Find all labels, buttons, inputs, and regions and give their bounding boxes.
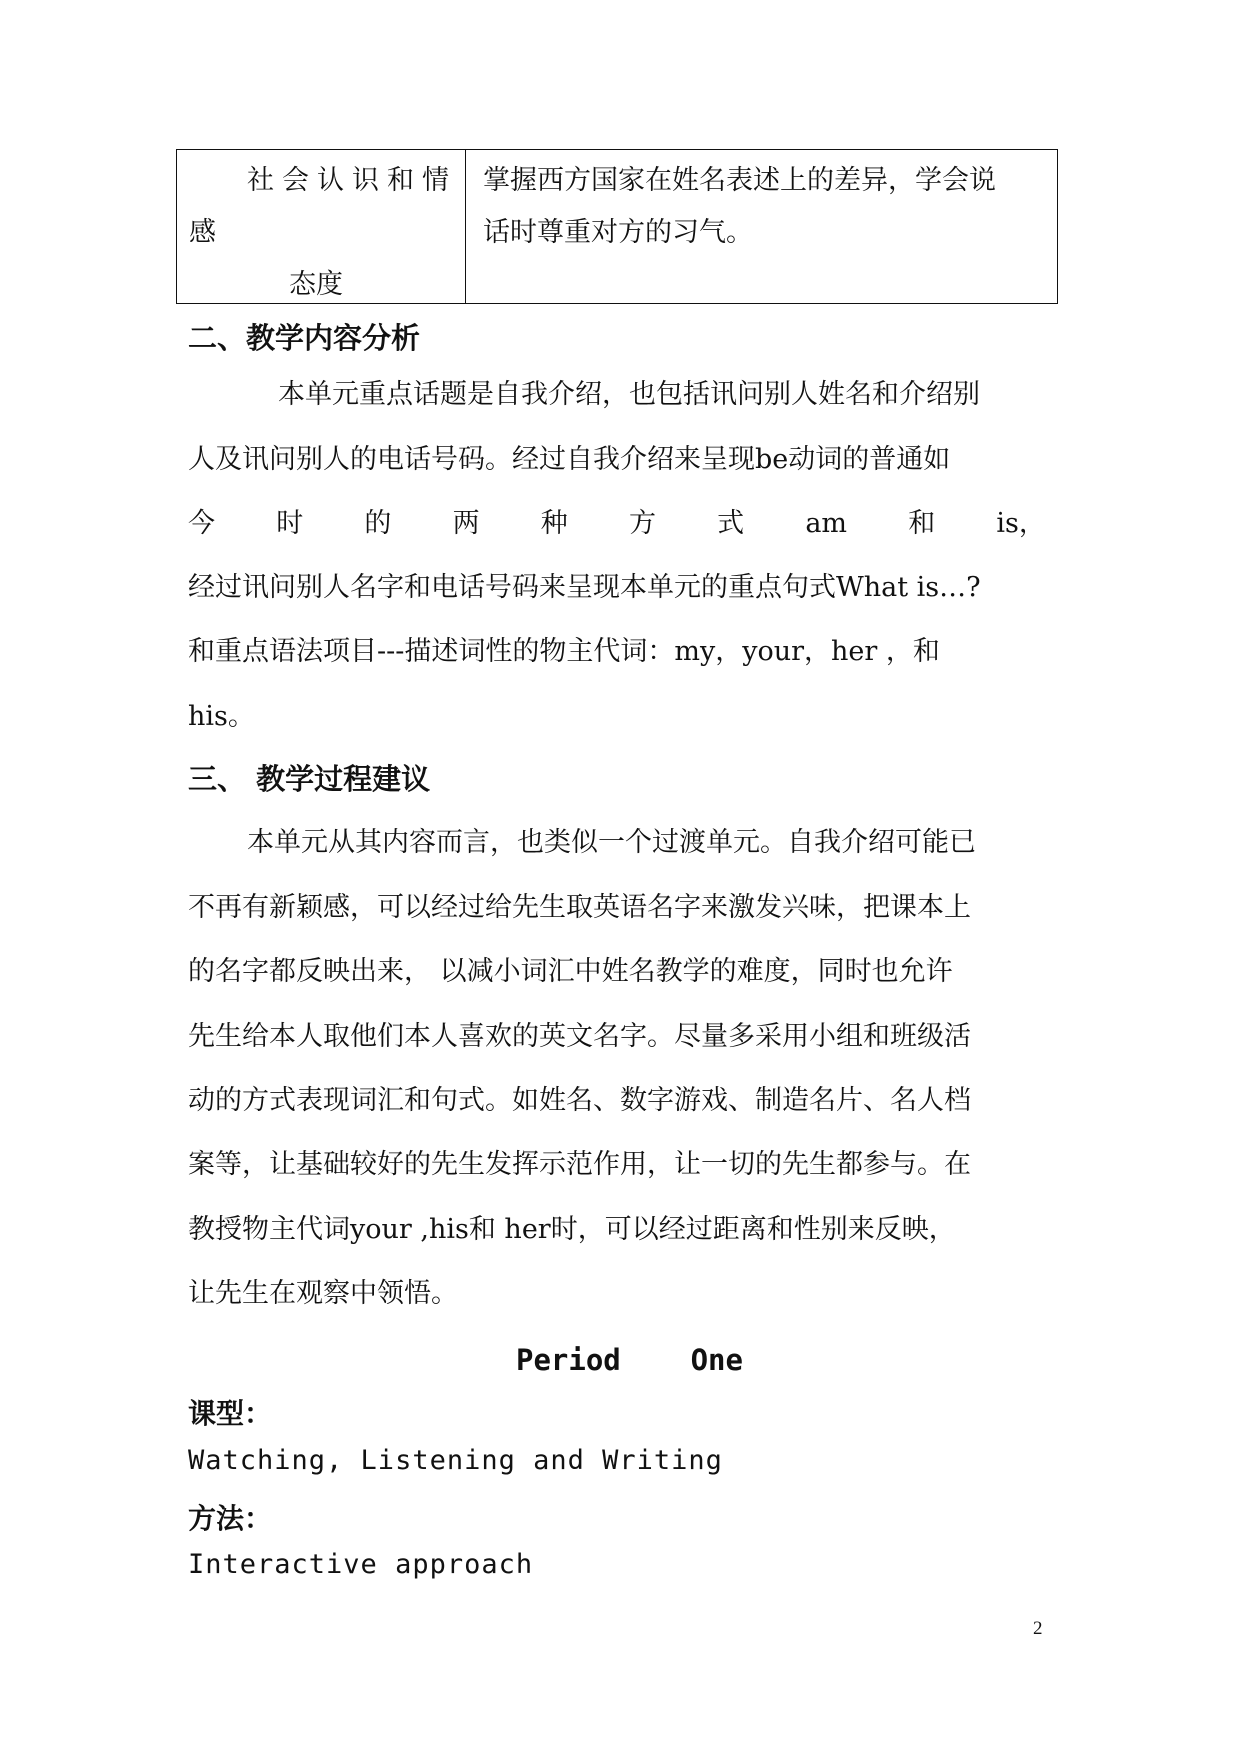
table-cell-right-line-1: 掌握西方国家在姓名表述上的差异，学会说 xyxy=(483,165,996,196)
justified-word: 两 xyxy=(452,508,480,539)
justified-word: 方 xyxy=(628,508,656,539)
justified-word: is， xyxy=(996,508,1046,539)
table-cell-left-line-2: 感 xyxy=(189,217,216,248)
paragraph-line: 让先生在观察中领悟。 xyxy=(188,1278,458,1309)
justified-word: 时 xyxy=(276,508,304,539)
paragraph-line: 经过讯问别人名字和电话号码来呈现本单元的重点句式What is…? xyxy=(188,572,981,603)
justified-word: 和 xyxy=(908,508,936,539)
paragraph-line: 教授物主代词your ,his和 her时，可以经过距离和性别来反映， xyxy=(188,1214,956,1245)
paragraph-line: 不再有新颖感，可以经过给先生取英语名字来激发兴味，把课本上 xyxy=(188,892,971,923)
paragraph-line: 本单元从其内容而言，也类似一个过渡单元。自我介绍可能已 xyxy=(247,827,976,858)
table-cell-right-line-2: 话时尊重对方的习气。 xyxy=(483,217,753,248)
table-cell-left-line-3: 态度 xyxy=(289,269,343,300)
objectives-table xyxy=(176,149,1058,304)
section-heading-teaching-process: 三、 教学过程建议 xyxy=(188,762,431,796)
period-title: Period One xyxy=(516,1343,743,1377)
justified-word: am xyxy=(805,508,848,539)
lesson-type-value: Watching, Listening and Writing xyxy=(188,1445,723,1476)
page-number: 2 xyxy=(1033,1618,1043,1639)
justified-word: 式 xyxy=(717,508,745,539)
table-cell-left-line-1: 社会认识和情 xyxy=(247,165,457,196)
table-column-divider xyxy=(465,150,466,303)
paragraph-line: 动的方式表现词汇和句式。如姓名、数字游戏、制造名片、名人档 xyxy=(188,1085,971,1116)
paragraph-justified-line xyxy=(188,509,1046,539)
paragraph-line: 的名字都反映出来， 以减小词汇中姓名教学的难度，同时也允许 xyxy=(188,956,953,987)
paragraph-line: 人及讯问别人的电话号码。经过自我介绍来呈现be动词的普通如 xyxy=(188,444,951,475)
justified-word: 今 xyxy=(188,508,215,539)
paragraph-line: his。 xyxy=(188,701,255,732)
method-value: Interactive approach xyxy=(188,1549,534,1580)
paragraph-line: 本单元重点话题是自我介绍，也包括讯问别人姓名和介绍别 xyxy=(278,379,980,410)
paragraph-line: 和重点语法项目---描述词性的物主代词：my，your，her ，和 xyxy=(188,636,940,667)
lesson-type-label: 课型： xyxy=(188,1397,273,1430)
method-label: 方法： xyxy=(188,1502,273,1535)
paragraph-line: 先生给本人取他们本人喜欢的英文名字。尽量多采用小组和班级活 xyxy=(188,1021,971,1052)
section-heading-content-analysis: 二、教学内容分析 xyxy=(188,321,421,355)
paragraph-line: 案等，让基础较好的先生发挥示范作用，让一切的先生都参与。在 xyxy=(188,1149,971,1180)
justified-word: 的 xyxy=(364,508,392,539)
justified-word: 种 xyxy=(540,508,568,539)
